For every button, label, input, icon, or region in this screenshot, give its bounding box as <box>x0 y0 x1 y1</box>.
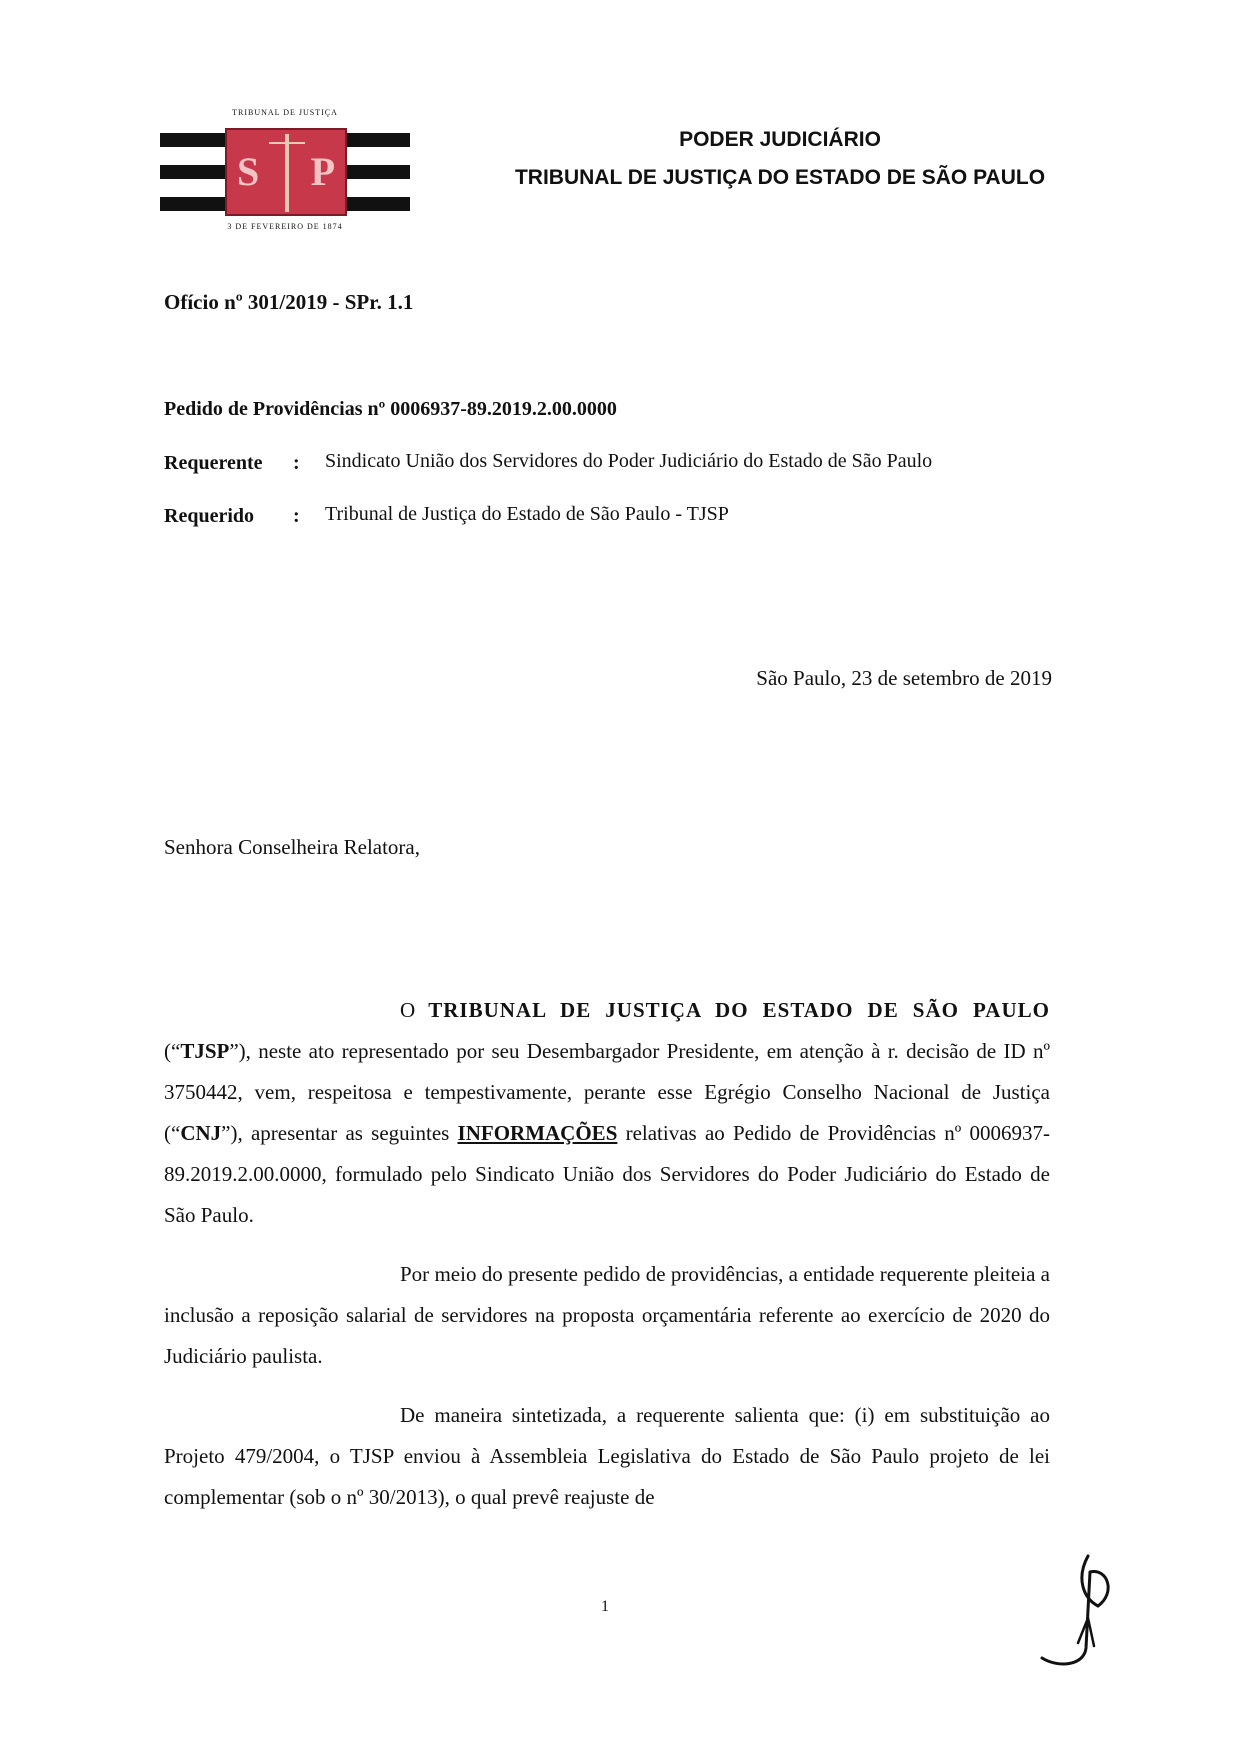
text-span: (“ <box>164 1039 181 1063</box>
letter-body <box>164 990 1050 1536</box>
seal-letter-p: P <box>310 149 335 194</box>
paragraph-1 <box>164 990 1050 1236</box>
text-span: O <box>400 998 429 1022</box>
tjsp-abbrev: TJSP <box>180 1039 230 1063</box>
requerente-label: Requerente <box>164 452 263 474</box>
text-span: ”), apresentar as seguintes <box>221 1121 458 1145</box>
seal-stripe <box>160 133 225 147</box>
requerente-value: Sindicato União dos Servidores do Poder Judiciário do Estado de São Paulo <box>325 450 933 472</box>
seal-stripe <box>160 197 225 211</box>
seal-stripe <box>347 165 410 179</box>
page-number: 1 <box>601 1598 609 1615</box>
paragraph-2: Por meio do presente pedido de providências, a entidade requerente pleiteia a inclusão a reposição salarial de servidores na proposta orçamentária referente ao exercício de 2020 do Judiciário paulista. <box>164 1262 1050 1368</box>
seal-stripe <box>347 197 410 211</box>
informacoes-heading: INFORMAÇÕES <box>457 1121 618 1145</box>
seal-shield <box>225 128 347 216</box>
requerente-separator: : <box>293 452 300 474</box>
pedido-number: Pedido de Providências nº 0006937-89.2019.2.00.0000 <box>164 398 617 420</box>
requerido-separator: : <box>293 505 300 527</box>
requerido-value: Tribunal de Justiça do Estado de São Paulo - TJSP <box>325 503 729 525</box>
text-span: relativas ao Pedido de Providências nº 0006937-89.2019.2.00.0000, formulado pelo Sindicato União dos Servidores do Poder Judiciário do Estado de São Paulo. <box>164 1121 1050 1227</box>
seal-bottom-text: 3 DE FEVEREIRO DE 1874 <box>227 222 343 231</box>
seal-top-text: TRIBUNAL DE JUSTIÇA <box>232 108 338 117</box>
court-seal-logo <box>160 108 410 238</box>
salutation: Senhora Conselheira Relatora, <box>164 835 420 859</box>
requerido-label: Requerido <box>164 505 254 527</box>
oficio-number: Ofício nº 301/2019 - SPr. 1.1 <box>164 290 414 314</box>
signature-initials <box>1028 1548 1118 1668</box>
letter-date: São Paulo, 23 de setembro de 2019 <box>756 666 1052 690</box>
court-name: TRIBUNAL DE JUSTIÇA DO ESTADO DE SÃO PAULO <box>428 998 1050 1022</box>
header-line-1: PODER JUDICIÁRIO <box>679 128 881 151</box>
sword-icon <box>285 134 289 212</box>
seal-letter-s: S <box>237 149 260 194</box>
text-span: ”), neste ato representado por seu Desembargador Presidente, em atenção à r. decisão de ID nº 3750442, vem, respeitosa e tempestivamente, perante esse Egrégio Conselho Nacional de Justiça (“ <box>164 1039 1050 1145</box>
header-line-2: TRIBUNAL DE JUSTIÇA DO ESTADO DE SÃO PAULO <box>514 166 1046 189</box>
seal-stripe <box>347 133 410 147</box>
paragraph-3: De maneira sintetizada, a requerente salienta que: (i) em substituição ao Projeto 479/2004, o TJSP enviou à Assembleia Legislativa do Estado de São Paulo projeto de lei complementar (sob o nº 30/2013), o qual prevê reajuste de <box>164 1403 1050 1509</box>
cnj-abbrev: CNJ <box>180 1121 222 1145</box>
seal-stripe <box>160 165 225 179</box>
